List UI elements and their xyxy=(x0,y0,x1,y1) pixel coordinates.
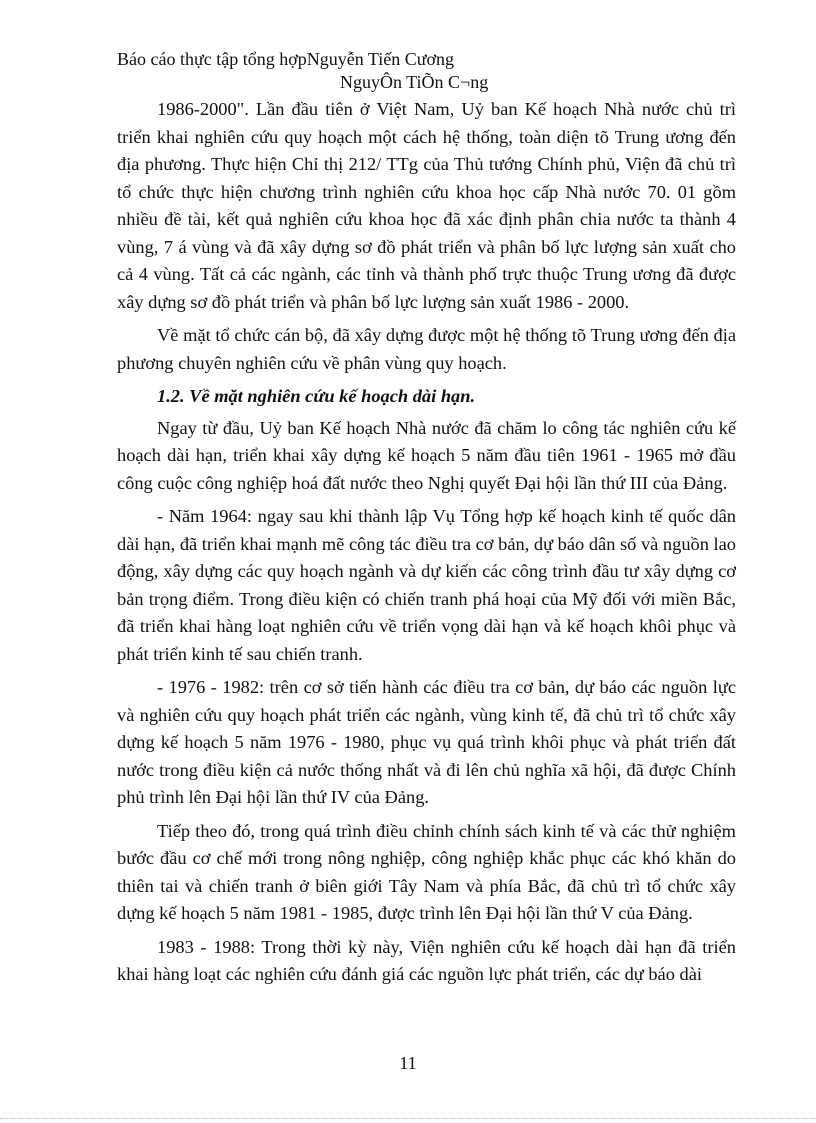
paragraph-5: - 1976 - 1982: trên cơ sở tiến hành các điều tra cơ bản, dự báo các nguồn lực và nghiên cứu quy hoạch phát triển các ngành, vùng kinh tế, đã chủ trì tổ chức xây dựng kế hoạch 5 năm 1976 - 1980, phục vụ quá trình khôi phục và phát triển đất nước trong điều kiện cả nước thống nhất và đi lên chủ nghĩa xã hội, đã được Chính phủ trình lên Đại hội lần thứ IV của Đảng. xyxy=(117,677,736,807)
paragraph-2: Về mặt tổ chức cán bộ, đã xây dựng được một hệ thống tõ Trung ương đến địa phương chuyên nghiên cứu về phân vùng quy hoạch. xyxy=(117,325,736,373)
paragraph-3: Ngay từ đầu, Uỷ ban Kế hoạch Nhà nước đã chăm lo công tác nghiên cứu kế hoạch dài hạn, triển khai xây dựng kế hoạch 5 năm đầu tiên 1961 - 1965 mở đầu công cuộc công nghiệp hoá đất nước theo Nghị quyết Đại hội lần thứ III của Đảng. xyxy=(117,417,736,493)
paragraph-7: 1983 - 1988: Trong thời kỳ này, Viện nghiên cứu kế hoạch dài hạn đã triển khai hàng loạt các nghiên cứu đánh giá các nguồn lực phát triển, các dự báo dài xyxy=(117,936,736,984)
header-line-2: NguyÔn TiÕn C¬ng xyxy=(340,72,489,92)
paragraph-4: - Năm 1964: ngay sau khi thành lập Vụ Tổng hợp kế hoạch kinh tế quốc dân dài hạn, đã triển khai mạnh mẽ công tác điều tra cơ bản, dự báo dân số và nguồn lao động, xây dựng các quy hoạch ngành và dự kiến các công trình đầu tư xây dựng cơ bản trọng điểm. Trong điều kiện có chiến tranh phá hoại của Mỹ đối với miền Bắc, đã triển khai hàng loạt nghiên cứu về triển vọng dài hạn và kế hoạch khôi phục và phát triển kinh tế sau chiến tranh. xyxy=(117,506,736,664)
paragraph-6: Tiếp theo đó, trong quá trình điều chỉnh chính sách kinh tế và các thử nghiệm bước đầu cơ chế mới trong nông nghiệp, công nghiệp khắc phục các khó khăn do thiên tai và chiến tranh ở biên giới Tây Nam và phía Bắc, đã chủ trì tổ chức xây dựng kế hoạch 5 năm 1981 - 1985, được trình lên Đại hội lần thứ V của Đảng. xyxy=(117,820,736,923)
section-heading: 1.2. Về mặt nghiên cứu kế hoạch dài hạn. xyxy=(157,386,476,406)
document-body xyxy=(117,96,736,995)
page-header xyxy=(117,48,488,94)
page-bottom-edge xyxy=(0,1118,816,1119)
header-line-1: Báo cáo thực tập tổng hợpNguyễn Tiến Cương xyxy=(117,49,455,69)
page-number: 11 xyxy=(399,1053,417,1073)
paragraph-1: 1986-2000". Lần đầu tiên ở Việt Nam, Uỷ ban Kế hoạch Nhà nước chủ trì triển khai nghiên cứu quy hoạch một cách hệ thống, toàn diện tõ Trung ương đến địa phương. Thực hiện Chỉ thị 212/ TTg của Thủ tướng Chính phủ, Viện đã chủ trì tổ chức thực hiện chương trình nghiên cứu khoa học cấp Nhà nước 70. 01 gồm nhiều đề tài, kết quả nghiên cứu khoa học đã xác định phân chia nước ta thành 4 vùng, 7 á vùng và đã xây dựng sơ đồ phát triển và phân bố lực lượng sản xuất cho cả 4 vùng. Tất cả các ngành, các tỉnh và thành phố trực thuộc Trung ương đã được xây dựng sơ đồ phát triển và phân bố lực lượng sản xuất 1986 - 2000. xyxy=(117,99,736,312)
